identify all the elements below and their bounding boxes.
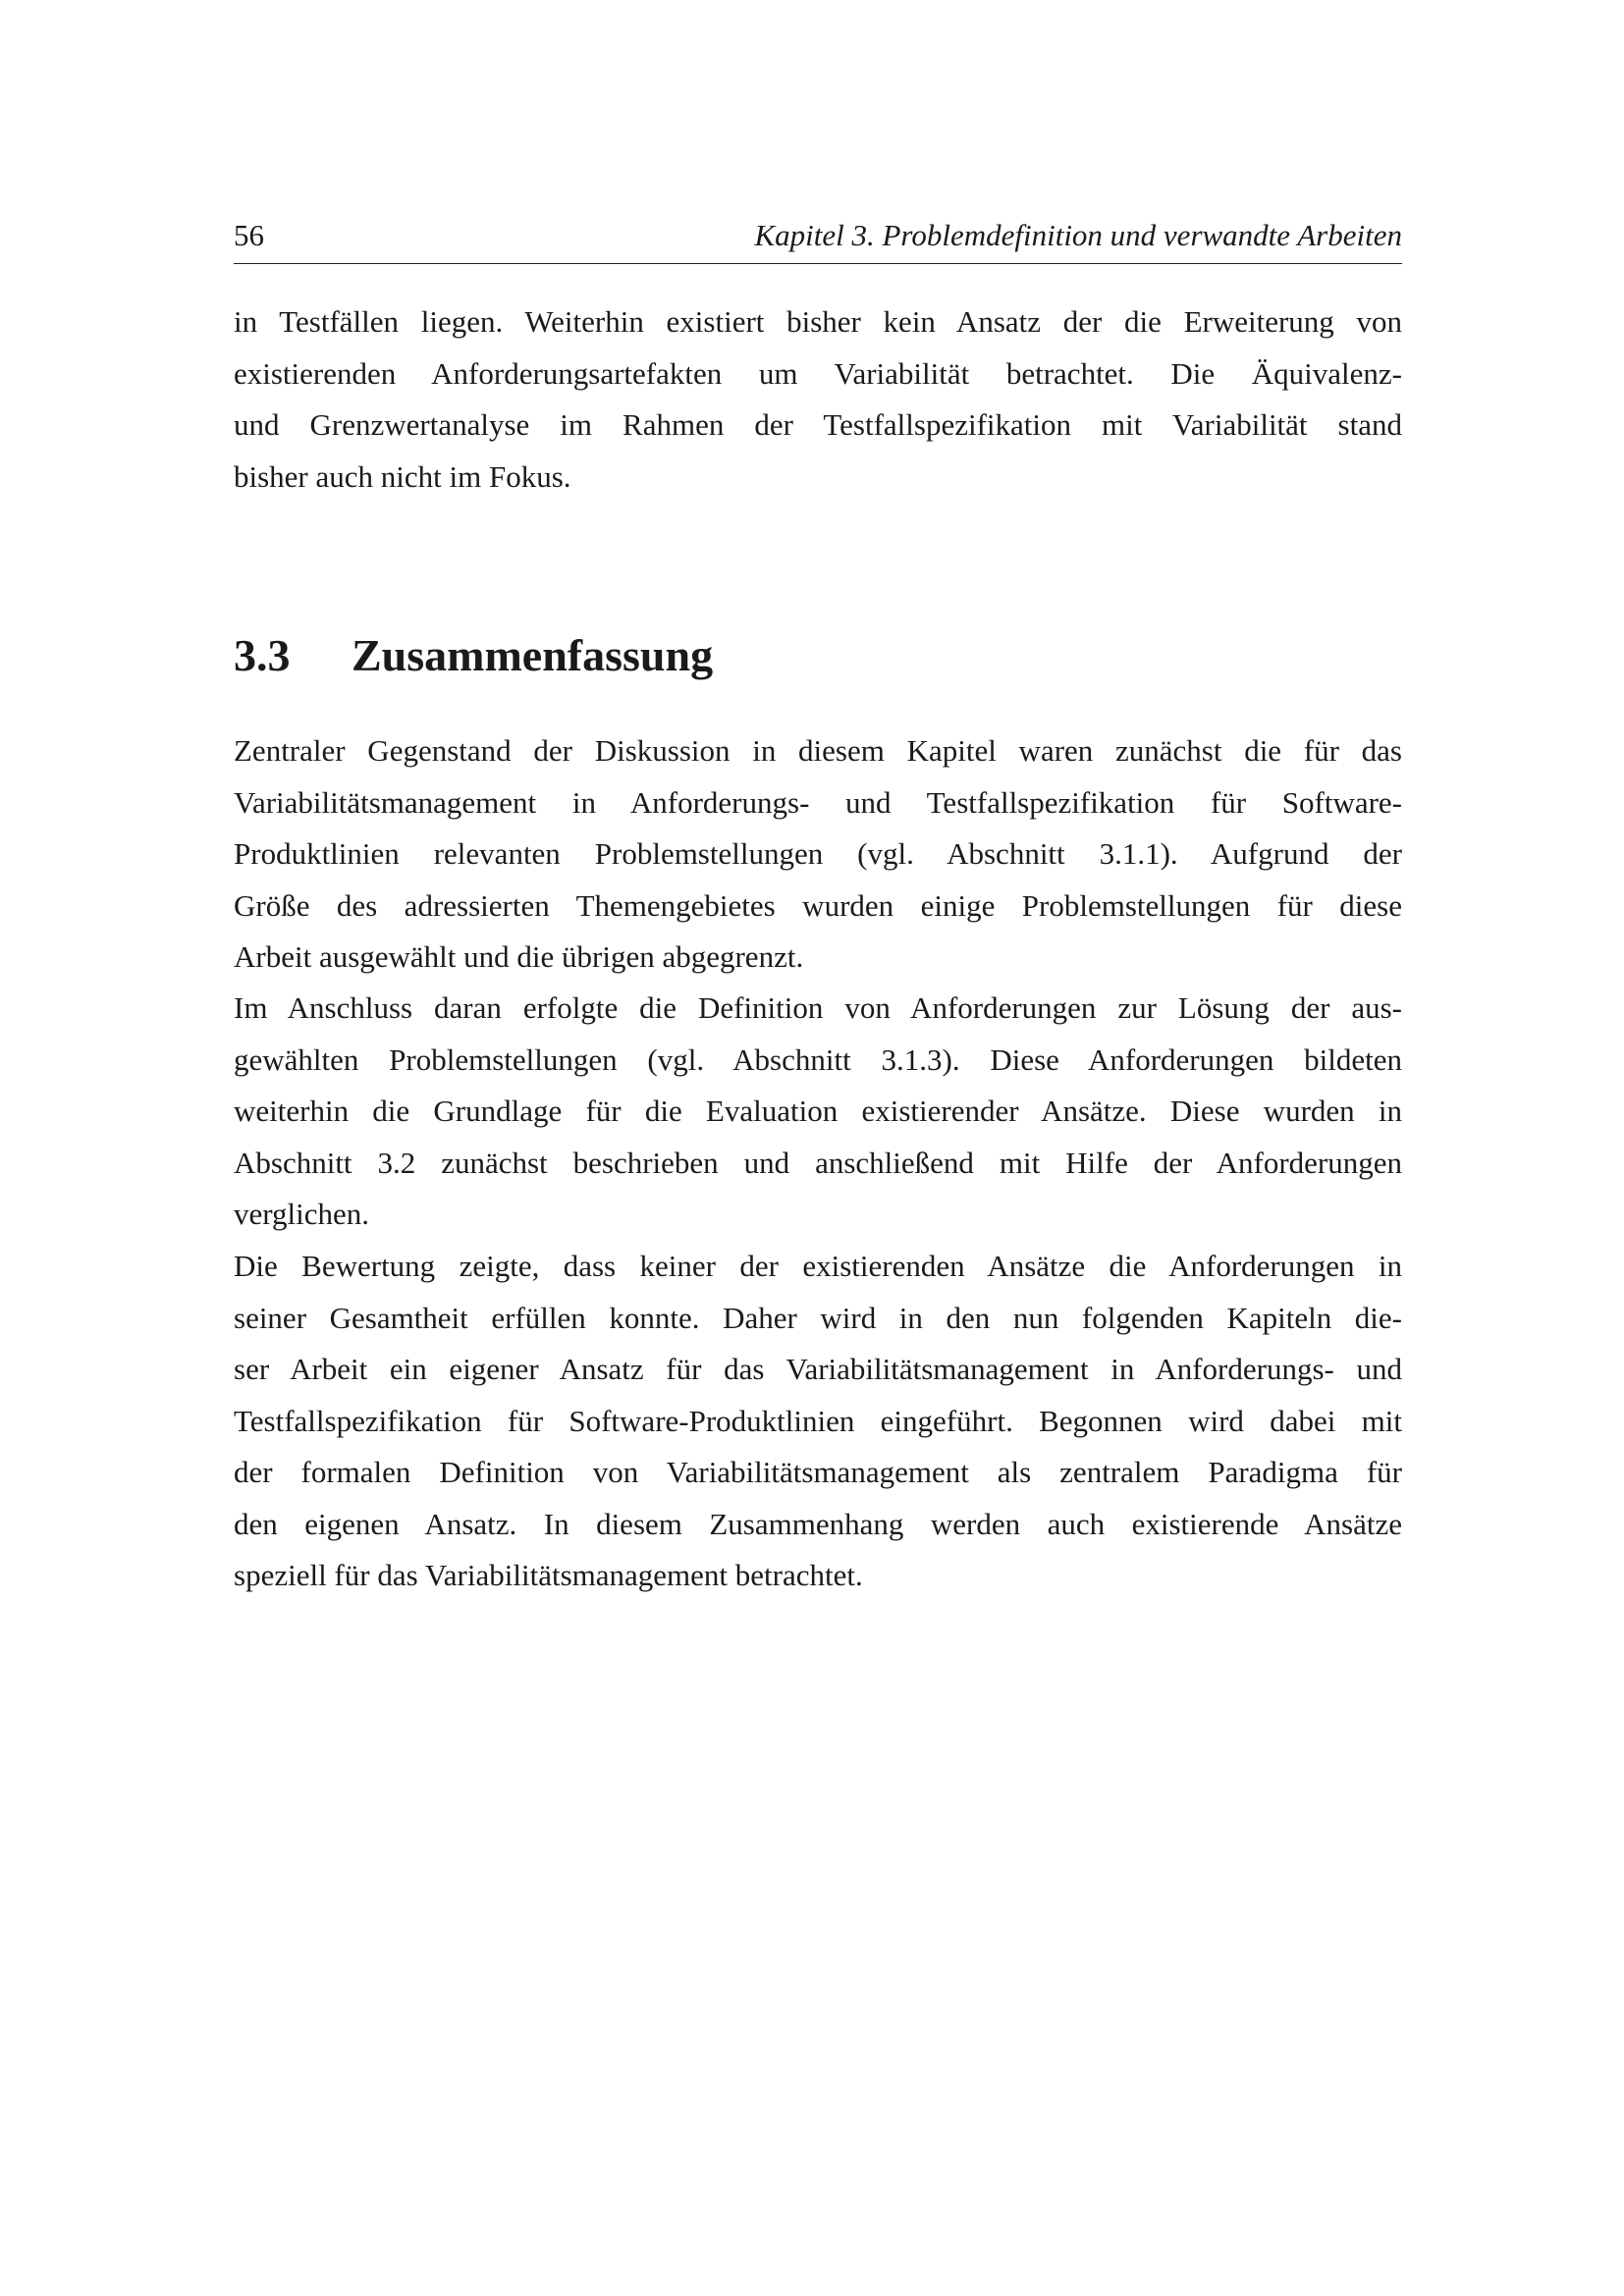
text-line: Die Bewertung zeigte, dass keiner der existierenden Ansätze die Anforderungen in <box>234 1249 1402 1283</box>
section-heading <box>234 628 713 683</box>
text-line: Abschnitt 3.2 zunächst beschrieben und anschließend mit Hilfe der Anforderungen <box>234 1145 1402 1180</box>
text-line: Produktlinien relevanten Problemstellungen (vgl. Abschnitt 3.1.1). Aufgrund der <box>234 836 1402 871</box>
text-line: Zentraler Gegenstand der Diskussion in diesem Kapitel waren zunächst die für das <box>234 733 1402 768</box>
text-line: gewählten Problemstellungen (vgl. Abschnitt 3.1.3). Diese Anforderungen bildeten <box>234 1041 1402 1077</box>
text-line: ser Arbeit ein eigener Ansatz für das Variabilitätsmanagement in Anforderungs- und <box>234 1352 1402 1386</box>
section-title: Zusammenfassung <box>352 630 714 680</box>
text-line: seiner Gesamtheit erfüllen konnte. Daher wird in den nun folgenden Kapiteln die- <box>234 1300 1402 1335</box>
text-line: Im Anschluss daran erfolgte die Definition von Anforderungen zur Lösung der aus- <box>234 990 1402 1025</box>
summary-paragraph-1 <box>234 725 1402 984</box>
text-line: speziell für das Variabilitätsmanagement betrachtet. <box>234 1558 863 1592</box>
summary-paragraph-3 <box>234 1241 1402 1602</box>
text-line: Arbeit ausgewählt und die übrigen abgegrenzt. <box>234 939 804 974</box>
page-number: 56 <box>234 218 264 252</box>
intro-paragraph <box>234 296 1402 503</box>
text-line: Variabilitätsmanagement in Anforderungs- und Testfallspezifikation für Software- <box>234 784 1402 820</box>
running-header <box>234 216 1402 264</box>
text-line: den eigenen Ansatz. In diesem Zusammenhang werden auch existierende Ansätze <box>234 1506 1402 1541</box>
summary-paragraph-2 <box>234 983 1402 1241</box>
section-number: 3.3 <box>234 630 291 680</box>
text-line: der formalen Definition von Variabilitätsmanagement als zentralem Paradigma für <box>234 1455 1402 1489</box>
text-line: weiterhin die Grundlage für die Evaluation existierender Ansätze. Diese wurden in <box>234 1094 1402 1128</box>
text-line: in Testfällen liegen. Weiterhin existiert bisher kein Ansatz der die Erweiterung von <box>234 304 1402 339</box>
text-line: existierenden Anforderungsartefakten um Variabilität betrachtet. Die Äquivalenz- <box>234 355 1402 391</box>
chapter-title: Kapitel 3. Problemdefinition und verwandte Arbeiten <box>754 218 1402 252</box>
text-line: verglichen. <box>234 1197 370 1231</box>
text-line: und Grenzwertanalyse im Rahmen der Testfallspezifikation mit Variabilität stand <box>234 407 1402 442</box>
text-line: Größe des adressierten Themengebietes wurden einige Problemstellungen für diese <box>234 887 1402 923</box>
text-line: Testfallspezifikation für Software-Produktlinien eingeführt. Begonnen wird dabei mit <box>234 1403 1402 1438</box>
text-line: bisher auch nicht im Fokus. <box>234 458 571 494</box>
